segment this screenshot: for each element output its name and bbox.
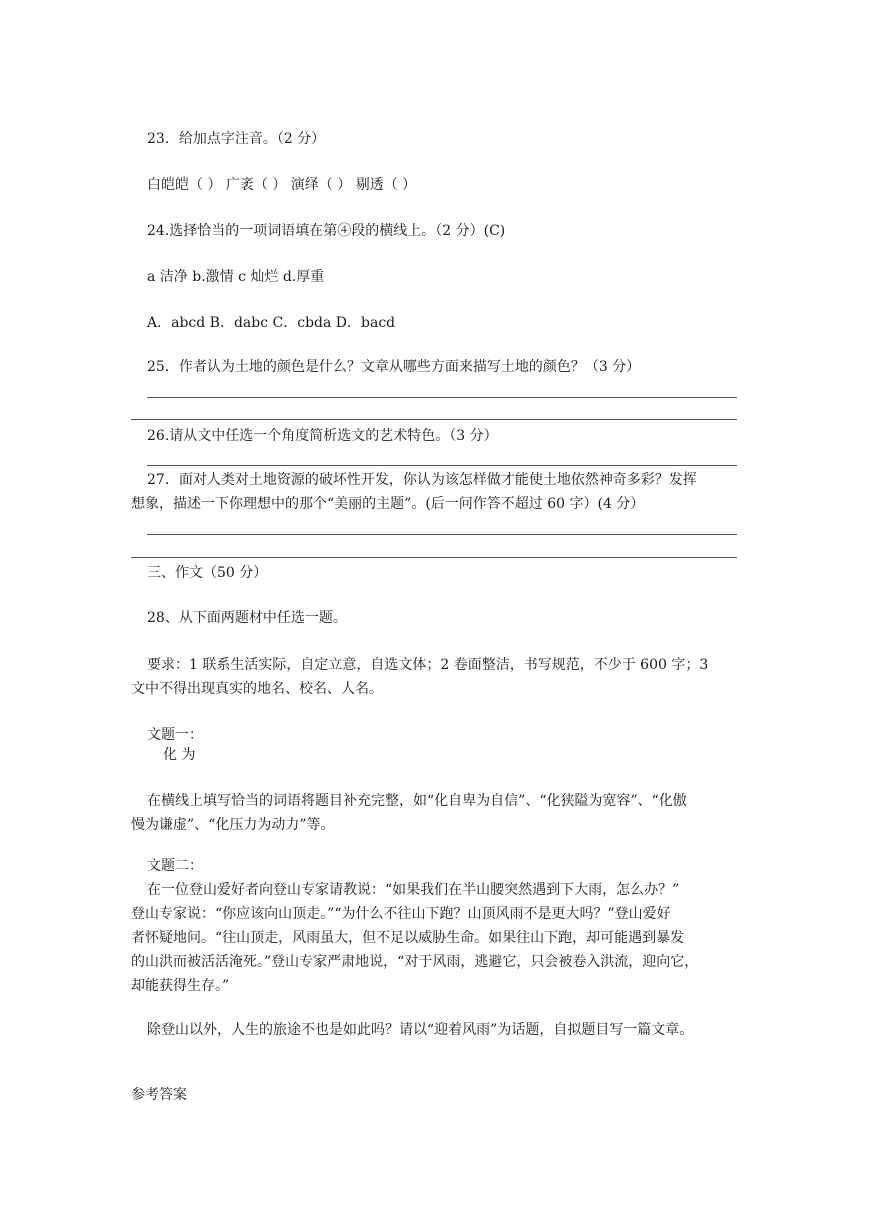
answer-line <box>131 419 737 420</box>
topic1-line2: 慢为谦虚”、“化压力为动力”等。 <box>131 817 335 833</box>
topic2-story-line1: 在一位登山爱好者向登山专家请教说：“如果我们在半山腰突然遇到下大雨，怎么办？” <box>147 882 680 898</box>
topic2-story-line4: 的山洪而被活活淹死。”登山专家严肃地说，“对于风雨，逃避它，只会被卷入洪流，迎向它， <box>131 954 699 970</box>
topic2-story-line3: 者怀疑地问。“往山顶走，风雨虽大，但不足以威胁生命。如果往山下跑，却可能遇到暴发 <box>131 930 685 946</box>
q28-requirements-line2: 文中不得出现真实的地名、校名、人名。 <box>131 681 383 697</box>
q25-title: 25．作者认为土地的颜色是什么？文章从哪些方面来描写土地的颜色？（3 分） <box>147 359 641 375</box>
q24-options: A．abcd B．dabc C．cbda D．bacd <box>147 315 396 331</box>
topic1-label: 文题一： <box>147 727 203 743</box>
topic2-prompt: 除登山以外，人生的旅途不也是如此吗？请以“迎着风雨”为话题，自拟题目写一篇文章。 <box>147 1022 694 1038</box>
q23-items: 白皑皑（ ） 广袤（ ） 演绎（ ） 剔透（ ） <box>147 177 417 193</box>
answer-line <box>147 397 737 398</box>
answer-line <box>147 465 737 466</box>
q24-words: a 洁净 b.激情 c 灿烂 d.厚重 <box>147 269 325 285</box>
section-title: 三、作文（50 分） <box>147 565 268 581</box>
answer-line <box>131 557 737 558</box>
answer-line <box>147 534 737 535</box>
q24-title: 24.选择恰当的一项词语填在第④段的横线上。（2 分）(C) <box>147 223 506 239</box>
topic2-story-line2: 登山专家说：“你应该向山顶走。”“为什么不往山下跑？山顶风雨不是更大吗？”登山爱好 <box>131 906 671 922</box>
topic1-line1: 在横线上填写恰当的词语将题目补充完整，如“化自卑为自信”、“化狭隘为宽容”、“化傲 <box>147 793 687 809</box>
topic1-title: 化 为 <box>163 747 196 763</box>
q27-line2: 想象，描述一下你理想中的那个“美丽的主题”。(后一问作答不超过 60 字）(4 分） <box>131 496 645 512</box>
q28-requirements-line1: 要求：1 联系生活实际，自定立意，自选文体；2 卷面整洁，书写规范，不少于 600 字；3 <box>147 657 709 673</box>
q27-line1: 27．面对人类对土地资源的破坏性开发，你认为该怎样做才能使土地依然神奇多彩？发挥 <box>147 472 697 488</box>
answer-heading: 参考答案 <box>131 1087 187 1103</box>
q23-title: 23．给加点字注音。（2 分） <box>147 131 326 147</box>
topic2-label: 文题二： <box>147 858 203 874</box>
topic2-story-line5: 却能获得生存。” <box>131 978 230 994</box>
q26-title: 26.请从文中任选一个角度简析选文的艺术特色。（3 分） <box>147 428 498 444</box>
q28-title: 28、从下面两题材中任选一题。 <box>147 610 347 626</box>
